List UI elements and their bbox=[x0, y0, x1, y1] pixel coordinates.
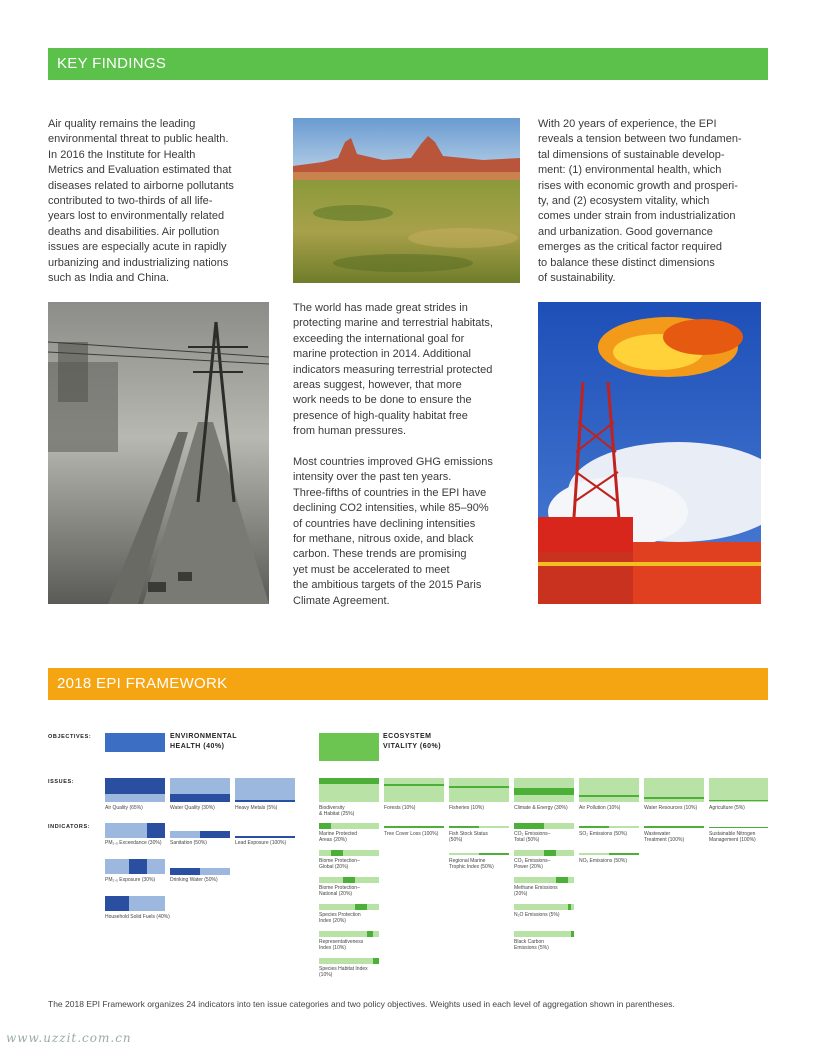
issues-row-label: ISSUES: bbox=[48, 779, 75, 785]
ind-label-wastewater: Wastewater Treatment (100%) bbox=[644, 831, 685, 843]
issue-forests bbox=[384, 778, 444, 802]
eco-objective-label: ECOSYSTEM VITALITY (60%) bbox=[383, 733, 442, 750]
ind-n2o bbox=[514, 904, 574, 910]
ind-household-fuels bbox=[105, 896, 165, 911]
ind-label-co2-power: CO₂ Emissions– Power (20%) bbox=[514, 858, 551, 870]
env-objective-label: ENVIRONMENTAL HEALTH (40%) bbox=[170, 733, 238, 750]
issue-label-climate-energy: Climate & Energy (30%) bbox=[514, 805, 568, 811]
issue-label-air-quality: Air Quality (65%) bbox=[105, 805, 143, 811]
framework-header: 2018 EPI FRAMEWORK bbox=[48, 668, 768, 700]
ind-pm25-exposure bbox=[105, 859, 165, 874]
ind-so2 bbox=[579, 826, 639, 828]
ind-biome-national bbox=[319, 877, 379, 883]
watermark: www.uzzit.com.cn bbox=[6, 1031, 132, 1045]
ind-pm25-exceedance bbox=[105, 823, 165, 838]
ind-label-pm25-exceedance: PM₂.₅ Exceedance (30%) bbox=[105, 840, 162, 846]
epi-tension-paragraph: With 20 years of experience, the EPI reveals a tension between two fundamen- tal dimensions of sustainable develop- ment: (1) environmental health, which rises with economic growth and prosperi- ty, and (2) ecosystem vitality, which comes under strain from industrialization and urbanization. Good governance emerges as the critical factor required to balance these distinct dimensions of sustainability. bbox=[538, 118, 742, 285]
air-quality-paragraph: Air quality remains the leading environmental threat to public health. In 2016 the Institute for Health Metrics and Evaluation estimated that diseases related to airborne pollutants contributed to two-thirds of all life- years lost to environmentally related deaths and disabilities. Air pollution issues are especially acute in rapidly urbanizing and industrializing nations such as India and China. bbox=[48, 118, 234, 285]
ind-sanitation bbox=[170, 831, 230, 838]
ind-label-species-habitat: Species Habitat Index (10%) bbox=[319, 966, 368, 978]
ind-label-species-protection: Species Protection Index (20%) bbox=[319, 912, 361, 924]
smog-highway-photo bbox=[48, 302, 269, 604]
issue-agriculture bbox=[709, 778, 768, 802]
framework-caption: The 2018 EPI Framework organizes 24 indicators into ten issue categories and two policy objectives. Weights used in each level of aggregation shown in parentheses. bbox=[48, 999, 675, 1009]
ind-label-marine-protected: Marine Protected Areas (20%) bbox=[319, 831, 358, 843]
issue-label-fisheries: Fisheries (10%) bbox=[449, 805, 485, 811]
ind-label-nitrogen: Sustainable Nitrogen Management (100%) bbox=[709, 831, 756, 843]
issue-label-heavy-metals: Heavy Metals (5%) bbox=[235, 805, 278, 811]
ind-tree-cover-loss bbox=[384, 826, 444, 828]
issue-label-forests: Forests (10%) bbox=[384, 805, 416, 811]
ind-label-representativeness: Representativeness Index (10%) bbox=[319, 939, 364, 951]
ind-label-so2: SO₂ Emissions (50%) bbox=[579, 831, 628, 837]
ind-label-n2o: N₂O Emissions (5%) bbox=[514, 912, 560, 918]
habitat-paragraph: The world has made great strides in protecting marine and terrestrial habitats, exceeding the international goal for marine protection in 2014. Additional indicators measuring terrestrial protected areas suggest, however, that more work needs to be done to ensure the presence of high-quality habitat free from human pressures. bbox=[293, 302, 493, 438]
ind-label-tree-cover-loss: Tree Cover Loss (100%) bbox=[384, 831, 439, 837]
ind-label-nox: NOₓ Emissions (50%) bbox=[579, 858, 628, 864]
ind-black-carbon bbox=[514, 931, 574, 937]
ind-label-household-fuels: Household Solid Fuels (40%) bbox=[105, 914, 170, 920]
ind-biome-global bbox=[319, 850, 379, 856]
ind-species-habitat bbox=[319, 958, 379, 964]
ind-representativeness bbox=[319, 931, 379, 937]
issue-label-water-resources: Water Resources (10%) bbox=[644, 805, 698, 811]
ind-nitrogen bbox=[709, 827, 768, 828]
ind-species-protection bbox=[319, 904, 379, 910]
ind-label-fish-stock: Fish Stock Status (50%) bbox=[449, 831, 488, 843]
ind-fish-stock bbox=[449, 826, 509, 828]
issue-air-quality bbox=[105, 778, 165, 802]
ind-co2-total bbox=[514, 823, 574, 829]
issue-heavy-metals bbox=[235, 778, 295, 802]
desert-landscape-photo bbox=[293, 118, 520, 283]
indicators-row-label: INDICATORS: bbox=[48, 824, 91, 830]
key-findings-header: KEY FINDINGS bbox=[48, 48, 768, 80]
ind-label-sanitation: Sanitation (50%) bbox=[170, 840, 207, 846]
issue-air-pollution bbox=[579, 778, 639, 802]
ind-label-pm25-exposure: PM₂.₅ Exposure (30%) bbox=[105, 877, 156, 883]
ind-label-biome-national: Biome Protection– National (20%) bbox=[319, 885, 360, 897]
gas-flare-rig-photo bbox=[538, 302, 761, 604]
issue-water-resources bbox=[644, 778, 704, 802]
ind-marine-protected bbox=[319, 823, 379, 829]
issue-climate-energy bbox=[514, 778, 574, 802]
issue-fisheries bbox=[449, 778, 509, 802]
issue-water-quality bbox=[170, 778, 230, 802]
ind-label-drinking-water: Drinking Water (50%) bbox=[170, 877, 218, 883]
env-objective-block bbox=[105, 733, 165, 752]
ind-wastewater bbox=[644, 826, 704, 828]
ind-label-lead-exposure: Lead Exposure (100%) bbox=[235, 840, 287, 846]
objectives-row-label: OBJECTIVES: bbox=[48, 734, 92, 740]
ind-co2-power bbox=[514, 850, 574, 856]
issue-label-biodiversity: Biodiversity & Habitat (25%) bbox=[319, 805, 355, 817]
ind-label-methane: Methane Emissions (20%) bbox=[514, 885, 558, 897]
ind-drinking-water bbox=[170, 868, 230, 875]
ind-lead-exposure bbox=[235, 836, 295, 838]
ind-nox bbox=[579, 853, 639, 855]
ind-marine-trophic bbox=[449, 853, 509, 855]
ghg-paragraph: Most countries improved GHG emissions intensity over the past ten years. Three-fifths of countries in the EPI have declining CO2 intensities, while 85–90% of countries have declining intensities for methane, nitrous oxide, and black carbon. These trends are promising yet must be accelerated to meet the ambitious targets of the 2015 Paris Climate Agreement. bbox=[293, 456, 493, 607]
issue-label-air-pollution: Air Pollution (10%) bbox=[579, 805, 621, 811]
ind-label-biome-global: Biome Protection– Global (20%) bbox=[319, 858, 360, 870]
issue-label-agriculture: Agriculture (5%) bbox=[709, 805, 745, 811]
ind-label-black-carbon: Black Carbon Emissions (5%) bbox=[514, 939, 549, 951]
ind-label-marine-trophic: Regional Marine Trophic Index (50%) bbox=[449, 858, 494, 870]
ind-label-co2-total: CO₂ Emissions– Total (50%) bbox=[514, 831, 551, 843]
ind-methane bbox=[514, 877, 574, 883]
issue-label-water-quality: Water Quality (30%) bbox=[170, 805, 215, 811]
issue-biodiversity bbox=[319, 778, 379, 802]
eco-objective-block bbox=[319, 733, 379, 761]
